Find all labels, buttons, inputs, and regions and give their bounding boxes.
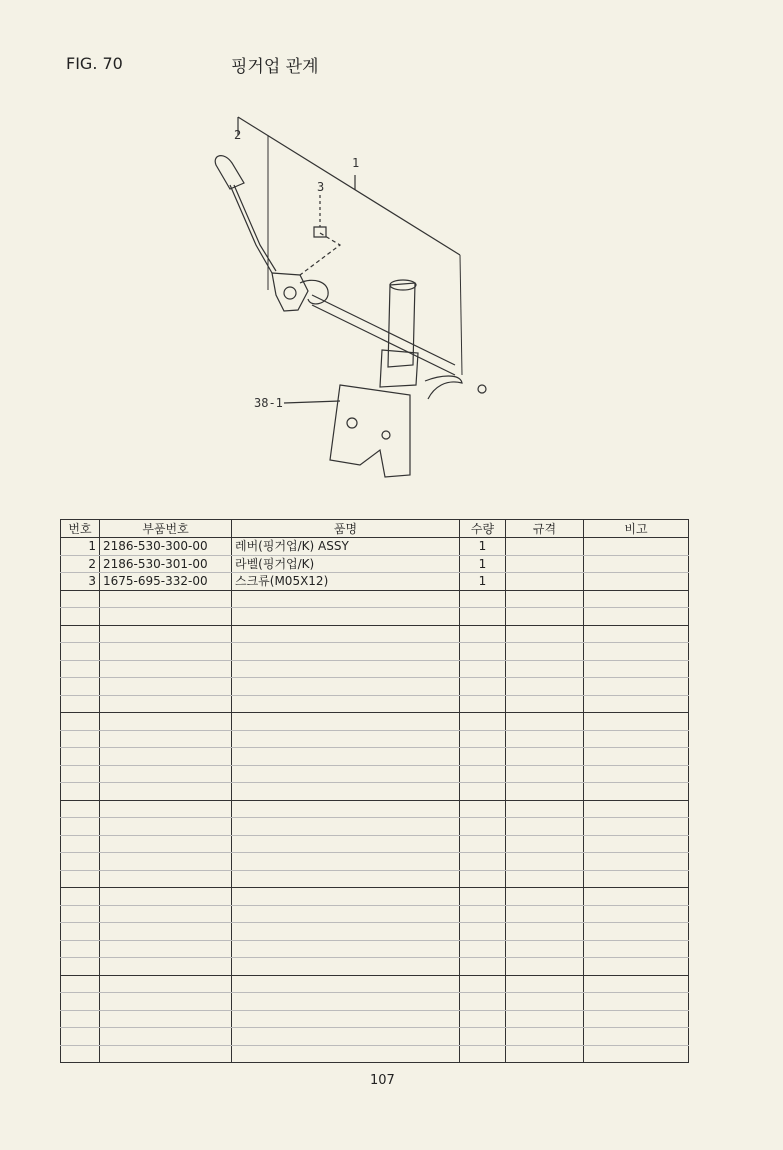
empty-row — [61, 940, 689, 958]
empty-row — [61, 643, 689, 661]
empty-cell — [232, 1045, 460, 1063]
empty-row — [61, 888, 689, 906]
empty-row — [61, 678, 689, 696]
empty-cell — [61, 713, 100, 731]
empty-cell — [232, 975, 460, 993]
empty-cell — [460, 818, 506, 836]
empty-row — [61, 975, 689, 993]
empty-row — [61, 993, 689, 1011]
empty-cell — [460, 993, 506, 1011]
empty-cell — [61, 625, 100, 643]
empty-cell — [584, 730, 689, 748]
empty-cell — [61, 590, 100, 608]
column-header-spec: 규격 — [506, 520, 584, 538]
callout-2: 2 — [234, 128, 242, 142]
empty-cell — [232, 888, 460, 906]
empty-cell — [506, 1010, 584, 1028]
empty-cell — [61, 695, 100, 713]
empty-cell — [232, 870, 460, 888]
empty-cell — [460, 905, 506, 923]
empty-cell — [460, 625, 506, 643]
empty-cell — [584, 783, 689, 801]
empty-cell — [506, 643, 584, 661]
empty-row — [61, 748, 689, 766]
empty-cell — [61, 940, 100, 958]
empty-cell — [460, 835, 506, 853]
empty-cell — [506, 835, 584, 853]
empty-cell — [584, 1045, 689, 1063]
empty-cell — [506, 888, 584, 906]
empty-cell — [61, 783, 100, 801]
empty-cell — [232, 818, 460, 836]
empty-cell — [61, 608, 100, 626]
empty-cell — [506, 905, 584, 923]
empty-cell — [506, 608, 584, 626]
row-part-number: 1675-695-332-00 — [100, 573, 232, 591]
row-quantity: 1 — [460, 555, 506, 573]
empty-row — [61, 818, 689, 836]
row-spec — [506, 538, 584, 556]
empty-cell — [61, 905, 100, 923]
empty-row — [61, 590, 689, 608]
empty-cell — [506, 870, 584, 888]
column-header-remarks: 비고 — [584, 520, 689, 538]
empty-cell — [100, 888, 232, 906]
empty-row — [61, 765, 689, 783]
empty-cell — [460, 1045, 506, 1063]
empty-cell — [232, 678, 460, 696]
empty-cell — [100, 1010, 232, 1028]
row-part-name: 라벨(핑거업/K) — [232, 555, 460, 573]
column-header-no: 번호 — [61, 520, 100, 538]
empty-cell — [584, 1028, 689, 1046]
empty-cell — [584, 800, 689, 818]
empty-cell — [506, 923, 584, 941]
empty-cell — [506, 783, 584, 801]
table-row — [61, 573, 689, 591]
empty-cell — [506, 800, 584, 818]
empty-cell — [232, 625, 460, 643]
empty-cell — [460, 975, 506, 993]
empty-cell — [61, 1028, 100, 1046]
empty-cell — [584, 835, 689, 853]
table-header — [61, 520, 689, 538]
empty-cell — [584, 590, 689, 608]
parts-diagram — [200, 105, 520, 495]
empty-cell — [460, 888, 506, 906]
empty-row — [61, 853, 689, 871]
empty-cell — [61, 888, 100, 906]
empty-cell — [232, 1028, 460, 1046]
empty-cell — [100, 1028, 232, 1046]
empty-cell — [506, 818, 584, 836]
empty-cell — [232, 905, 460, 923]
empty-cell — [100, 905, 232, 923]
empty-row — [61, 783, 689, 801]
empty-cell — [584, 608, 689, 626]
empty-cell — [460, 730, 506, 748]
empty-cell — [460, 853, 506, 871]
empty-cell — [506, 695, 584, 713]
empty-row — [61, 730, 689, 748]
empty-row — [61, 713, 689, 731]
empty-cell — [460, 713, 506, 731]
parts-list-table — [60, 519, 689, 1063]
empty-cell — [460, 940, 506, 958]
empty-cell — [100, 765, 232, 783]
empty-cell — [460, 783, 506, 801]
column-header-part-number: 부품번호 — [100, 520, 232, 538]
figure-number: FIG. 70 — [66, 54, 123, 73]
callout-1: 1 — [352, 156, 360, 170]
empty-cell — [584, 958, 689, 976]
empty-cell — [584, 940, 689, 958]
empty-cell — [61, 1010, 100, 1028]
empty-cell — [460, 923, 506, 941]
column-header-quantity: 수량 — [460, 520, 506, 538]
empty-cell — [584, 870, 689, 888]
empty-cell — [61, 765, 100, 783]
row-quantity: 1 — [460, 538, 506, 556]
empty-cell — [506, 730, 584, 748]
empty-cell — [100, 1045, 232, 1063]
empty-cell — [100, 590, 232, 608]
empty-cell — [232, 835, 460, 853]
empty-cell — [100, 730, 232, 748]
empty-cell — [584, 1010, 689, 1028]
empty-cell — [100, 818, 232, 836]
empty-cell — [232, 940, 460, 958]
empty-cell — [61, 853, 100, 871]
empty-cell — [232, 695, 460, 713]
empty-cell — [460, 748, 506, 766]
empty-cell — [506, 748, 584, 766]
row-spec — [506, 573, 584, 591]
empty-cell — [232, 783, 460, 801]
empty-cell — [61, 958, 100, 976]
empty-cell — [61, 660, 100, 678]
empty-cell — [61, 923, 100, 941]
empty-cell — [584, 975, 689, 993]
empty-cell — [506, 660, 584, 678]
empty-cell — [584, 818, 689, 836]
empty-cell — [61, 993, 100, 1011]
empty-cell — [61, 643, 100, 661]
empty-cell — [100, 940, 232, 958]
empty-cell — [460, 800, 506, 818]
empty-cell — [584, 853, 689, 871]
empty-row — [61, 695, 689, 713]
empty-cell — [506, 1045, 584, 1063]
row-quantity: 1 — [460, 573, 506, 591]
empty-cell — [232, 748, 460, 766]
empty-cell — [232, 643, 460, 661]
empty-cell — [61, 748, 100, 766]
table-row — [61, 555, 689, 573]
empty-cell — [584, 888, 689, 906]
row-no: 2 — [61, 555, 100, 573]
empty-cell — [232, 958, 460, 976]
empty-cell — [100, 870, 232, 888]
row-part-number: 2186-530-300-00 — [100, 538, 232, 556]
empty-cell — [232, 608, 460, 626]
empty-row — [61, 625, 689, 643]
empty-row — [61, 905, 689, 923]
empty-cell — [100, 660, 232, 678]
empty-cell — [460, 695, 506, 713]
empty-cell — [232, 590, 460, 608]
empty-row — [61, 923, 689, 941]
empty-cell — [100, 975, 232, 993]
empty-cell — [460, 765, 506, 783]
empty-cell — [232, 730, 460, 748]
empty-cell — [61, 870, 100, 888]
empty-cell — [460, 678, 506, 696]
empty-cell — [584, 695, 689, 713]
blank-rows — [61, 590, 689, 1063]
empty-cell — [232, 923, 460, 941]
empty-cell — [232, 713, 460, 731]
empty-cell — [584, 923, 689, 941]
empty-cell — [100, 695, 232, 713]
page-number: 107 — [370, 1073, 395, 1088]
empty-cell — [61, 818, 100, 836]
empty-cell — [61, 1045, 100, 1063]
row-part-number: 2186-530-301-00 — [100, 555, 232, 573]
empty-row — [61, 1045, 689, 1063]
empty-cell — [100, 958, 232, 976]
empty-cell — [61, 800, 100, 818]
empty-row — [61, 958, 689, 976]
empty-cell — [584, 660, 689, 678]
empty-cell — [460, 608, 506, 626]
exploded-view-drawing — [200, 105, 520, 495]
empty-cell — [460, 590, 506, 608]
empty-row — [61, 1010, 689, 1028]
empty-cell — [460, 1010, 506, 1028]
empty-cell — [584, 713, 689, 731]
empty-cell — [100, 748, 232, 766]
empty-cell — [460, 643, 506, 661]
column-header-part-name: 품명 — [232, 520, 460, 538]
empty-cell — [61, 835, 100, 853]
callout-38-1: 38-1 — [254, 396, 283, 410]
empty-cell — [100, 923, 232, 941]
empty-cell — [506, 678, 584, 696]
empty-cell — [506, 1028, 584, 1046]
empty-cell — [100, 853, 232, 871]
empty-cell — [584, 748, 689, 766]
empty-cell — [506, 940, 584, 958]
empty-cell — [232, 993, 460, 1011]
empty-cell — [460, 660, 506, 678]
row-no: 1 — [61, 538, 100, 556]
empty-cell — [460, 870, 506, 888]
empty-row — [61, 660, 689, 678]
empty-cell — [506, 713, 584, 731]
row-remarks — [584, 573, 689, 591]
empty-row — [61, 800, 689, 818]
empty-cell — [584, 678, 689, 696]
row-part-name: 스크류(M05X12) — [232, 573, 460, 591]
empty-cell — [100, 835, 232, 853]
empty-cell — [61, 678, 100, 696]
empty-cell — [506, 958, 584, 976]
empty-cell — [232, 660, 460, 678]
empty-cell — [232, 1010, 460, 1028]
empty-cell — [100, 608, 232, 626]
table-row — [61, 538, 689, 556]
empty-cell — [584, 905, 689, 923]
empty-cell — [584, 765, 689, 783]
empty-cell — [100, 678, 232, 696]
empty-cell — [232, 800, 460, 818]
empty-cell — [584, 643, 689, 661]
empty-cell — [506, 993, 584, 1011]
empty-cell — [61, 730, 100, 748]
empty-cell — [506, 975, 584, 993]
empty-cell — [100, 713, 232, 731]
empty-cell — [232, 853, 460, 871]
row-remarks — [584, 555, 689, 573]
empty-cell — [100, 993, 232, 1011]
callout-3: 3 — [317, 180, 325, 194]
empty-cell — [100, 800, 232, 818]
row-part-name: 레버(핑거업/K) ASSY — [232, 538, 460, 556]
empty-cell — [232, 765, 460, 783]
row-no: 3 — [61, 573, 100, 591]
empty-row — [61, 870, 689, 888]
empty-cell — [506, 853, 584, 871]
empty-cell — [61, 975, 100, 993]
row-spec — [506, 555, 584, 573]
empty-cell — [506, 765, 584, 783]
empty-row — [61, 1028, 689, 1046]
empty-row — [61, 608, 689, 626]
empty-cell — [506, 625, 584, 643]
empty-cell — [584, 625, 689, 643]
empty-cell — [460, 1028, 506, 1046]
empty-row — [61, 835, 689, 853]
empty-cell — [100, 643, 232, 661]
empty-cell — [506, 590, 584, 608]
empty-cell — [584, 993, 689, 1011]
empty-cell — [460, 958, 506, 976]
figure-title: 핑거업 관계 — [231, 57, 319, 77]
row-remarks — [584, 538, 689, 556]
empty-cell — [100, 783, 232, 801]
empty-cell — [100, 625, 232, 643]
